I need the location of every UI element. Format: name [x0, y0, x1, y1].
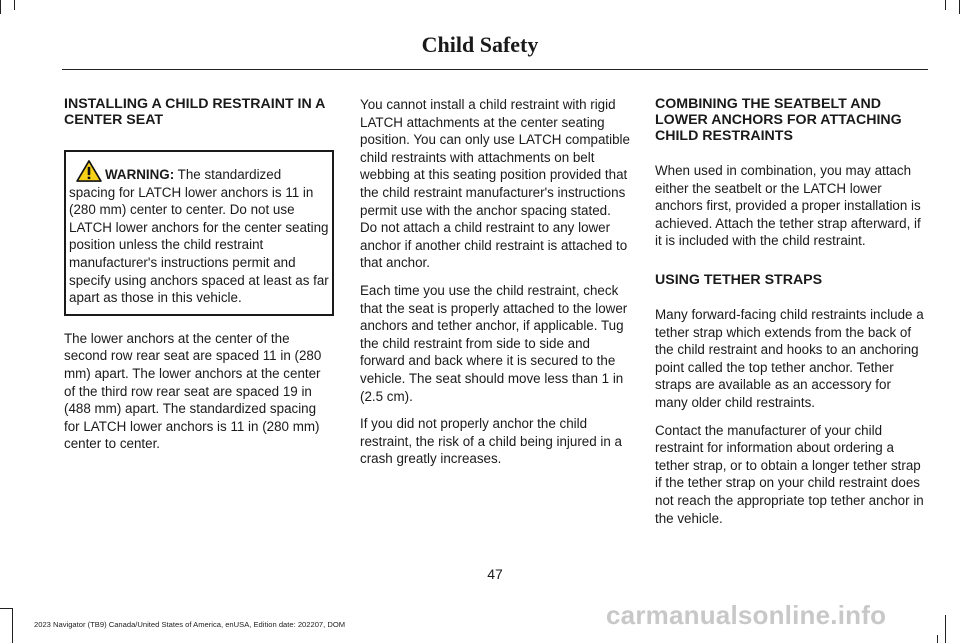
watermark: carmanualsonline.info	[606, 600, 887, 630]
edition-footer: 2023 Navigator (TB9) Canada/United States of America, enUSA, Edition date: 202207, DOM	[34, 620, 346, 629]
warning-text: The standardized spacing for LATCH lower anchors is 11 in (280 mm) center to center. Do not use LATCH lower anchors for the center seating position unless the child restraint manufacturer's instructions permit and specify using anchors spaced at least as far apart as those in this vehicle.	[69, 167, 329, 306]
body-paragraph: When used in combination, you may attach either the seatbelt or the LATCH lower anchors first, provided a proper installation is achieved. Attach the tether strap afterward, if it is included with the child restraint.	[655, 163, 921, 249]
body-paragraph: Each time you use the child restraint, check that the seat is properly attached to the lower anchors and tether anchor, if applicable. Tug the child restraint from side to side and forward and back where it is secured to the vehicle. The seat should move less than 1 in (2.5 cm).	[360, 282, 628, 404]
column-2	[360, 96, 630, 478]
page-number: 47	[487, 566, 503, 582]
crop-mark	[14, 0, 15, 10]
body-paragraph: If you did not properly anchor the child restraint, the risk of a child being injured in a crash greatly increases.	[360, 416, 623, 467]
body-paragraph: Contact the manufacturer of your child restraint for information about ordering a tether strap, or to obtain a longer tether strap if the tether strap on your child restraint does not reach the appropriate top tether anchor in the vehicle.	[655, 422, 924, 526]
crop-mark	[937, 635, 938, 643]
crop-mark	[0, 608, 13, 609]
column-3	[655, 96, 925, 537]
crop-mark	[0, 0, 1, 14]
crop-mark	[12, 609, 13, 643]
body-paragraph: You cannot install a child restraint with rigid LATCH attachments at the center seating position. You can only use LATCH compatible child restraints with attachments on belt webbing at this seating position provided that the child restraint manufacturer's instructions permit use with the anchor spacing stated. Do not attach a child restraint to any lower anchor if another child restraint is attached to that anchor.	[360, 97, 630, 271]
warning-triangle-icon	[75, 160, 103, 182]
section-heading-tether-straps: USING TETHER STRAPS	[655, 271, 823, 288]
page-title: Child Safety	[421, 32, 539, 57]
column-1	[64, 96, 334, 463]
body-paragraph: The lower anchors at the center of the second row rear seat are spaced 11 in (280 mm) apart. The lower anchors at the center of the third row rear seat are spaced 19 in (488 mm) apart. The standardized spacing for LATCH lower anchors is 11 in (280 mm) center to center.	[64, 330, 322, 452]
section-heading-combining: COMBINING THE SEATBELT AND LOWER ANCHORS FOR ATTACHING CHILD RESTRAINTS	[655, 96, 902, 144]
section-heading-center-seat: INSTALLING A CHILD RESTRAINT IN A CENTER SEAT	[64, 96, 325, 128]
warning-label: WARNING:	[105, 167, 175, 182]
header-divider	[62, 69, 928, 70]
crop-mark	[945, 0, 946, 10]
crop-mark	[945, 615, 946, 643]
body-paragraph: Many forward-facing child restraints include a tether strap which extends from the back of the child restraint and hooks to an anchoring point called the top tether anchor. Tether straps are available as an accessory for many older child restraints.	[655, 306, 924, 410]
warning-box	[64, 150, 334, 316]
